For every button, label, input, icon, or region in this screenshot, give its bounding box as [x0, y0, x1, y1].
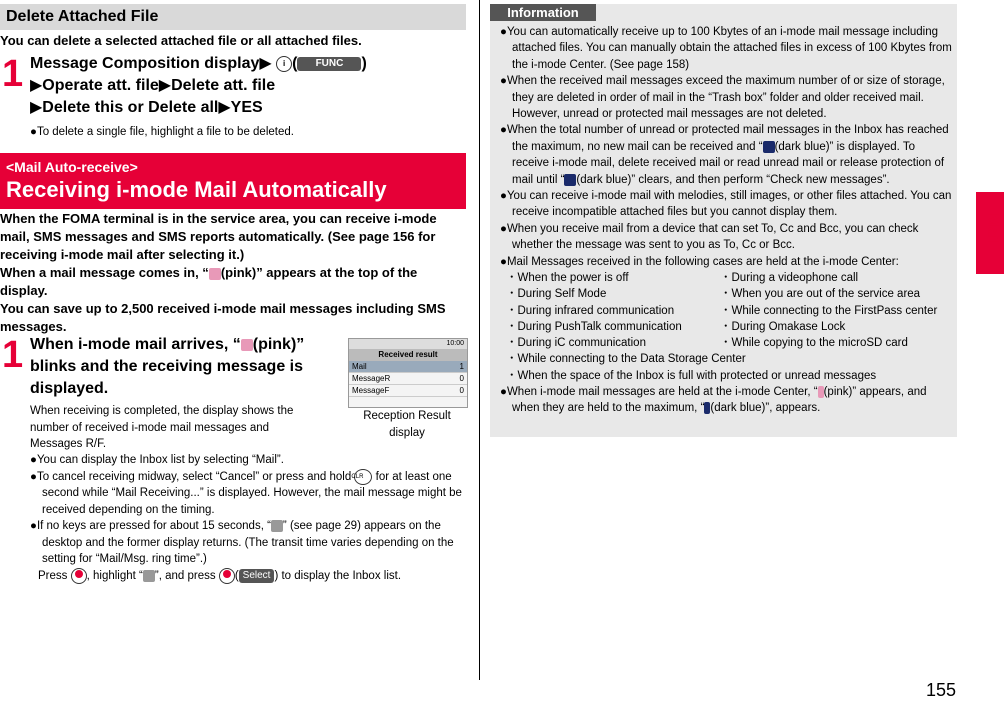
side-tab-label: Mail [984, 213, 1001, 245]
step-line2: ▶Operate att. file▶Delete att. file [30, 77, 276, 94]
info-p3: ●When the total number of unread or protected mail messages in the Inbox has reached the maximum, no new mail can be received and “ (dark blue)” is displayed. To receive i-mode mail, delete received mail or read unread mail or release protection of mail until “ (dark blue)” clears, and then perform “Check new messages”. [500, 124, 949, 186]
information-content [500, 24, 955, 417]
select-key-icon [71, 568, 87, 584]
section-heading-receive [0, 153, 466, 209]
select-key-icon [219, 568, 235, 584]
info-p7: ●When i-mode mail messages are held at the i-mode Center, “ (pink)” appears, and when they are held to the maximum, “ (dark blue)”, appears. [500, 385, 927, 415]
case-item: ・During iC communication [506, 336, 646, 349]
case-item: ・When you are out of the service area [720, 288, 921, 301]
bullet-2: ●To cancel receiving midway, select “Cancel” or press and hold CLR for at least one second while “Mail Receiving...” is displayed. However, the mail message might be received depending on the timing. [30, 469, 466, 519]
step-number-2: 1 [2, 334, 24, 376]
case-item: ・During PushTalk communication [506, 320, 682, 333]
delete-intro: You can delete a selected attached file or all attached files. [0, 33, 362, 48]
result-row: MessageR 0 [349, 373, 467, 385]
information-label: Information [490, 4, 596, 21]
step-number: 1 [2, 53, 24, 95]
mail-pink-icon [241, 339, 253, 351]
receive-step: When i-mode mail arrives, “ (pink)” blinks and the receiving message is displayed. [30, 336, 305, 397]
section-heading-delete: Delete Attached File [0, 4, 466, 30]
clr-key-icon: CLR [354, 469, 372, 485]
result-row: Mail 1 [349, 361, 467, 373]
new-mail-icon [271, 520, 283, 532]
case-item: ・During a videophone call [720, 272, 859, 285]
delete-step: Message Composition display▶ i ( FUNC ) ▶Operate att. file▶Delete att. file ▶Delete this or Delete all▶YES [30, 53, 466, 119]
case-item: ・While copying to the microSD card [720, 336, 908, 349]
case-item: ・When the power is off [506, 272, 629, 285]
menu-key-icon: i [276, 56, 292, 72]
step-line3: ▶Delete this or Delete all▶YES [30, 99, 263, 116]
info-p5: ●When you receive mail from a device that can set To, Cc and Bcc, you can check whether the message was sent to you as To, Cc or Bcc. [500, 222, 919, 252]
mail-pink-icon [209, 268, 221, 280]
new-mail-icon [143, 570, 155, 582]
intro1: When the FOMA terminal is in the service area, you can receive i-mode mail, SMS messages and SMS reports automatically. (See page 156 for receiving i-mode mail after selecting it.) [0, 211, 437, 262]
info-p1: ●You can automatically receive up to 100 Kbytes of an i-mode mail message including attached files. You can manually obtain the attached files in excess of 100 Kbytes from the i-mode Center. (See page 158) [500, 26, 952, 71]
held-cases-list [500, 270, 955, 351]
status-bar: 10:00 [349, 339, 467, 349]
case-item: ・While connecting to the FirstPass center [720, 304, 938, 317]
info-p6: ●Mail Messages received in the following cases are held at the i-mode Center: [500, 255, 899, 268]
mail-dark-blue-icon [564, 174, 576, 186]
case-item: ・During infrared communication [506, 304, 675, 317]
receive-bullets [30, 452, 466, 584]
subheading: <Mail Auto-receive> [6, 159, 138, 175]
step-line1: Message Composition display▶ [30, 55, 272, 72]
bullet-3-cont: Press , highlight “ ”, and press ( Select ) to display the Inbox list. [38, 569, 402, 582]
mail-dark-blue-icon [763, 141, 775, 153]
case-item: ・While connecting to the Data Storage Center [506, 353, 746, 366]
info-p4: ●You can receive i-mode mail with melodies, still images, or other files attached. You can receive incompatible attached files but you cannot display them. [500, 190, 952, 219]
intro2: When a mail message comes in, “ (pink)” appears at the top of the display. [0, 265, 418, 298]
receive-intro [0, 210, 466, 336]
screen-caption: Reception Result display [363, 410, 451, 439]
case-item: ・During Self Mode [506, 288, 607, 301]
receive-step-note: When receiving is completed, the display shows the number of received i-mode mail messages and Messages R/F. [30, 405, 294, 450]
delete-note: ●To delete a single file, highlight a file to be deleted. [30, 126, 294, 138]
intro3: You can save up to 2,500 received i-mode mail messages including SMS messages. [0, 301, 446, 334]
bullet-1: ●You can display the Inbox list by selecting “Mail”. [30, 454, 284, 466]
page-number: 155 [926, 680, 957, 700]
info-p2: ●When the received mail messages exceed the maximum number of or size of storage, they are deleted in order of mail in the “Trash box” folder and older received mail. However, unread or protected mail messages are not deleted. [500, 75, 945, 121]
reception-result-screen [348, 338, 468, 408]
case-item: ・When the space of the Inbox is full with protected or unread messages [506, 369, 877, 382]
select-softkey: Select [239, 569, 275, 583]
func-softkey: FUNC [297, 57, 361, 71]
column-divider [479, 0, 480, 680]
screen-title: Received result [349, 349, 467, 361]
result-row: MessageF 0 [349, 385, 467, 397]
bullet-3: ●If no keys are pressed for about 15 seconds, “ ” (see page 29) appears on the desktop and the former display returns. (The transit time varies depending on the setting for “Mail/Msg. ring time”.) [30, 520, 454, 566]
case-item: ・During Omakase Lock [720, 320, 846, 333]
heading: Receiving i-mode Mail Automatically [6, 177, 387, 202]
